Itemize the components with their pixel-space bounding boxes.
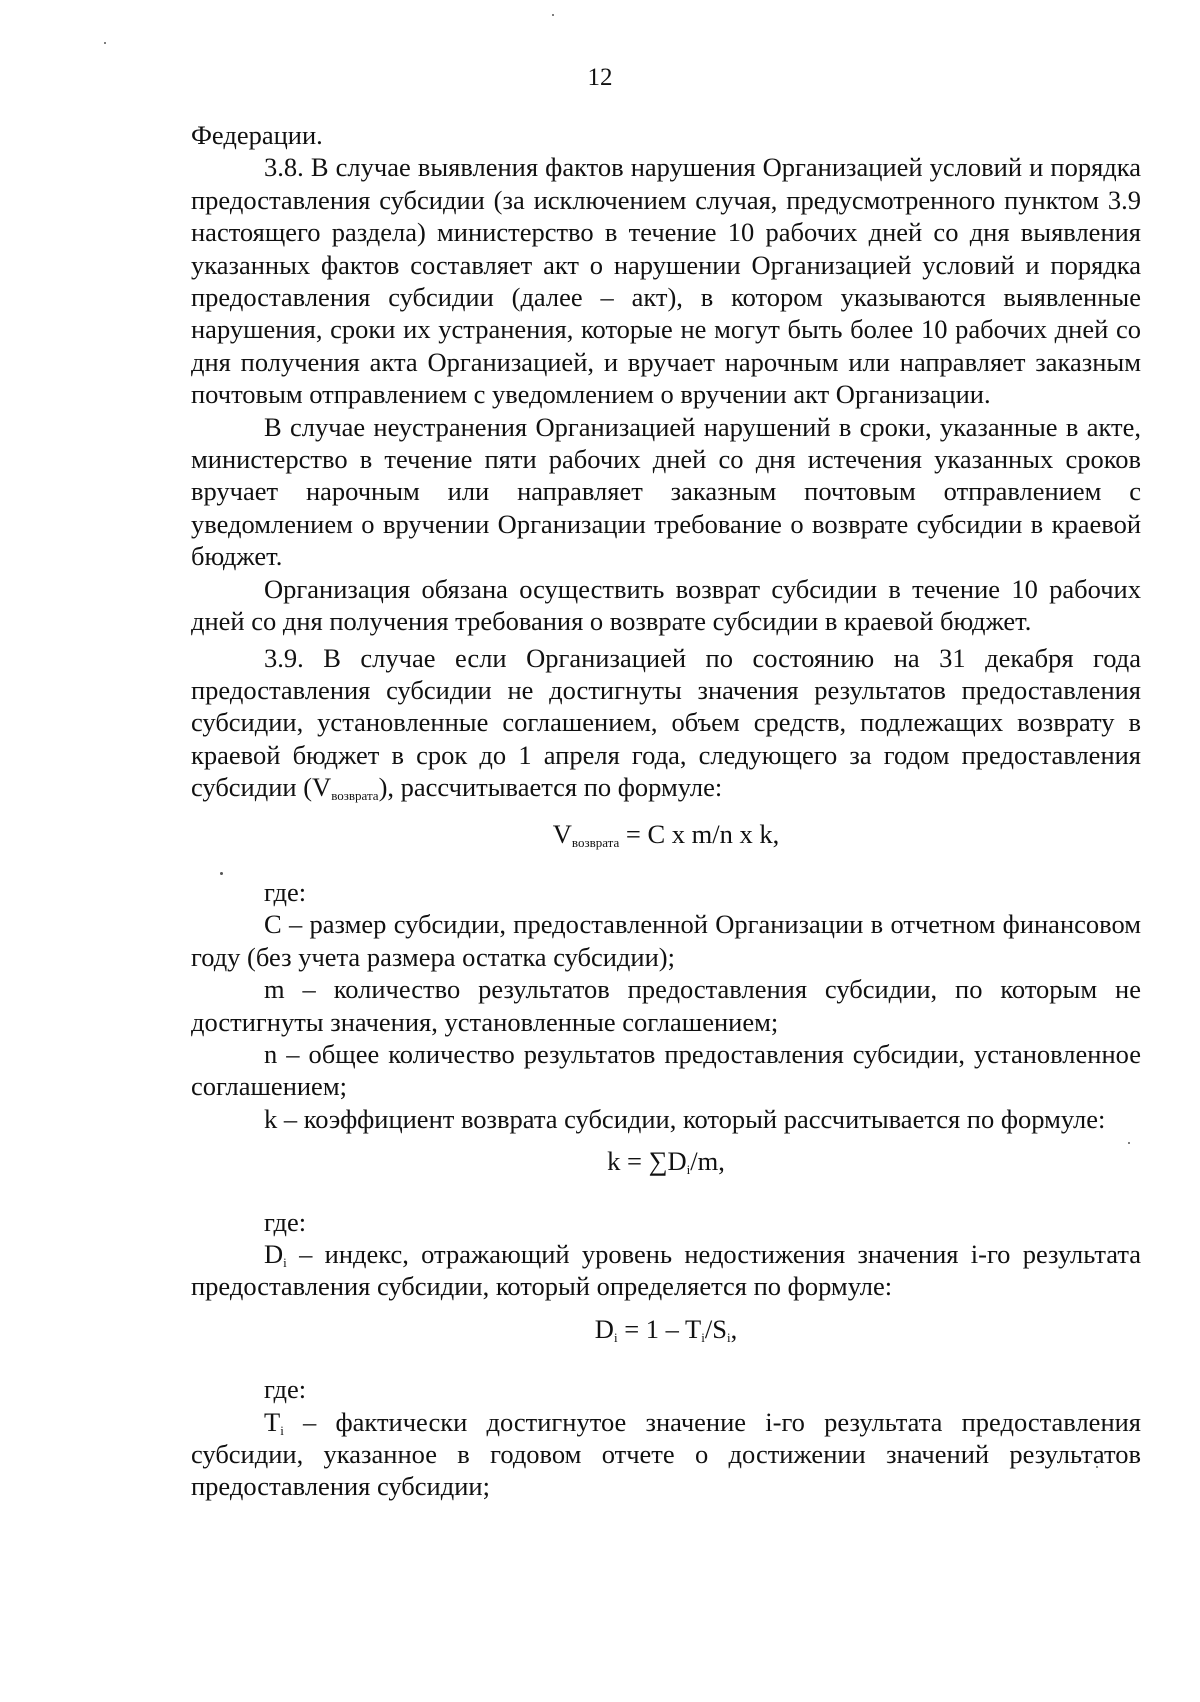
where-label-2: где: xyxy=(264,1206,307,1237)
formula-v-expression: = C x m/n x k, xyxy=(619,818,780,849)
formula-di-mid: = 1 – T xyxy=(617,1313,702,1344)
formula-v-return xyxy=(191,818,1141,850)
v-subscript: возврата xyxy=(331,788,379,804)
where-label-1: где: xyxy=(264,876,307,907)
definition-n: n – общее количество результатов предоставления субсидии, установленное соглашением; xyxy=(191,1038,1141,1102)
paragraph-3-8: 3.8. В случае выявления фактов нарушения Организацией условий и порядка предоставления субсидии (за исключением случая, предусмотренного пунктом 3.9 настоящего раздела) министерство в течение 10 рабочих дней со дня выявления указанных фактов составляет акт о нарушении Организацией условий и порядка предоставления субсидии (далее – акт), в котором указываются выявленные нарушения, сроки их устранения, которые не могут быть более 10 рабочих дней со дня получения акта Организацией, и вручает нарочным или направляет заказным почтовым отправлением с уведомлением о вручении акт Организации. xyxy=(191,152,1141,410)
paragraph-return-obligation: Организация обязана осуществить возврат субсидии в течение 10 рабочих дней со дня получения требования о возврате субсидии в краевой бюджет. xyxy=(191,573,1141,637)
definition-di xyxy=(191,1238,1141,1303)
page-number: 12 xyxy=(587,64,613,91)
formula-di xyxy=(191,1313,1141,1345)
paragraph-federation: Федерации. xyxy=(191,120,323,150)
definition-di-text: – индекс, отражающий уровень недостижения значения i-го результата предоставления субсидии, который определяется по формуле: xyxy=(191,1239,1141,1302)
formula-di-end: , xyxy=(730,1313,738,1344)
formula-di-d: D xyxy=(594,1313,614,1344)
definition-di-symbol: D xyxy=(264,1239,284,1269)
formula-di-sub3: i xyxy=(726,1329,731,1345)
document-body xyxy=(191,119,1141,1503)
formula-k-left: k = ∑D xyxy=(607,1146,687,1177)
definition-ti xyxy=(191,1406,1141,1503)
formula-di-sub1: i xyxy=(613,1329,618,1345)
definition-c: C – размер субсидии, предоставленной Организации в отчетном финансовом году (без учета размера остатка субсидии); xyxy=(191,909,1141,972)
formula-v-symbol: V xyxy=(552,818,572,849)
scan-speck xyxy=(104,42,106,44)
definition-di-subscript: i xyxy=(283,1255,287,1270)
formula-v-subscript: возврата xyxy=(571,834,620,850)
formula-k-right: /m, xyxy=(690,1146,725,1177)
definition-ti-text: – фактически достигнутое значение i-го результата предоставления субсидии, указанное в годовом отчете о достижении значений результатов предоставления субсидии; xyxy=(191,1406,1141,1502)
definition-m: m – количество результатов предоставления субсидии, по которым не достигнуты значения, установленные соглашением; xyxy=(191,974,1141,1037)
definition-k: k – коэффициент возврата субсидии, который рассчитывается по формуле: xyxy=(264,1103,1106,1134)
paragraph-3-9 xyxy=(191,642,1141,804)
definition-ti-subscript: i xyxy=(280,1422,284,1438)
formula-k-subscript: i xyxy=(686,1162,691,1178)
paragraph-non-elimination: В случае неустранения Организацией нарушений в сроки, указанные в акте, министерство в течение пяти рабочих дней со дня истечения указанных сроков вручает нарочным или направляет заказным почтовым отправлением с уведомлением о вручении Организации требование о возврате субсидии в краевой бюджет. xyxy=(191,411,1141,572)
where-label-3: где: xyxy=(264,1374,307,1405)
scan-speck xyxy=(552,14,554,16)
formula-di-sub2: i xyxy=(701,1329,705,1345)
paragraph-3-9-text-b: ), рассчитывается по формуле: xyxy=(378,772,723,803)
definition-ti-symbol: T xyxy=(264,1406,281,1437)
paragraph-3-9-text-a: 3.9. В случае если Организацией по состоянию на 31 декабря года предоставления субсидии не достигнуты значения результатов предоставления субсидии, установленные соглашением, объем средств, подлежащих возврату в краевой бюджет в срок до 1 апреля года, следующего за годом предоставления субсидии (V xyxy=(191,642,1141,803)
formula-k xyxy=(191,1145,1141,1177)
formula-di-s: /S xyxy=(704,1313,727,1344)
